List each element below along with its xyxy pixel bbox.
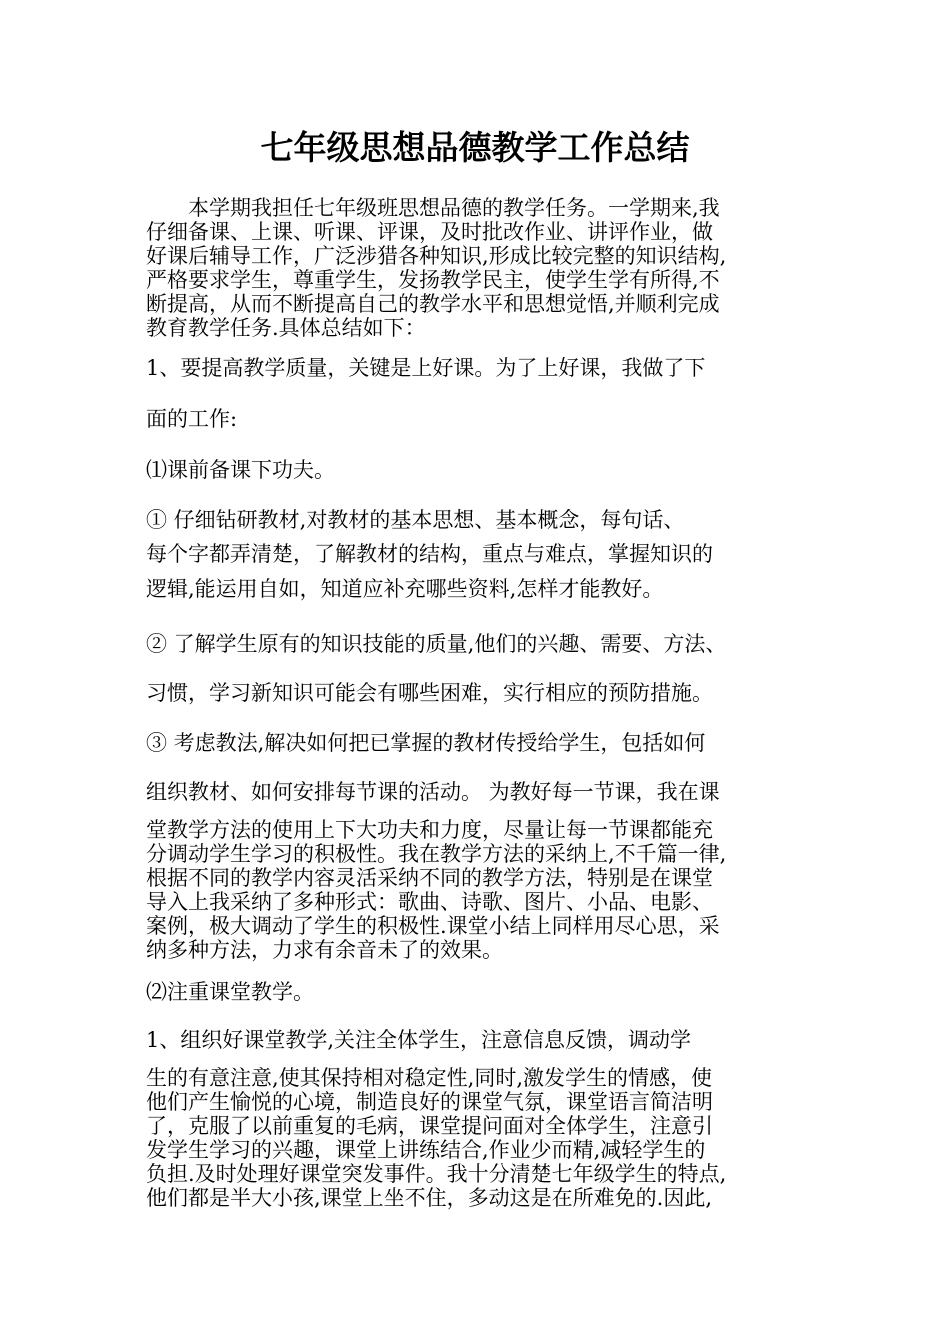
text-line: ⑴课前备课下功夫。 xyxy=(146,458,335,482)
text-line: 教育教学任务.具体总结如下： xyxy=(146,316,426,340)
text-line: 纳多种方法，力求有余音未了的效果。 xyxy=(146,938,503,962)
sub-heading-2 xyxy=(146,980,812,1004)
text-line: 导入上我采纳了多种形式：歌曲、诗歌、图片、小品、电影、 xyxy=(146,890,713,914)
text-line: 每个字都弄清楚，了解教材的结构，重点与难点，掌握知识的 xyxy=(146,542,713,566)
text-line: 本学期我担任七年级班思想品德的教学任务。一学期来,我 xyxy=(146,196,720,220)
item-3-continuation xyxy=(146,818,812,962)
text-line: 面的工作: xyxy=(146,407,238,431)
text-line: ① 仔细钻研教材,对教材的基本思想、基本概念，每句话、 xyxy=(146,508,685,532)
text-line: ③ 考虑教法,解决如何把已掌握的教材传授给学生，包括如何 xyxy=(146,731,706,755)
text-line: 他们都是半大小孩,课堂上坐不住，多动这是在所难免的.因此, xyxy=(146,1186,713,1210)
text-line: 仔细备课、上课、听课、评课，及时批改作业、讲评作业，做 xyxy=(146,220,713,244)
text-line: 他们产生愉悦的心境，制造良好的课堂气氛，课堂语言简洁明 xyxy=(146,1090,713,1114)
text-line: 根据不同的教学内容灵活采纳不同的教学方法，特别是在课堂 xyxy=(146,866,713,890)
sub-heading-1 xyxy=(146,458,812,482)
text-line: 分调动学生学习的积极性。我在教学方法的采纳上,不千篇一律, xyxy=(146,842,727,866)
document-title: 七年级思想品德教学工作总结 xyxy=(260,128,690,167)
text-line: 1、要提高教学质量，关键是上好课。为了上好课，我做了下 xyxy=(146,356,706,380)
text-line: 逻辑,能运用自如，知道应补充哪些资料,怎样才能教好。 xyxy=(146,577,664,601)
text-line: 1、组织好课堂教学,关注全体学生，注意信息反馈，调动学 xyxy=(146,1028,692,1052)
text-line: 组织教材、如何安排每节课的活动。 为教好每一节课，我在课 xyxy=(146,780,720,804)
text-line: ⑵注重课堂教学。 xyxy=(146,980,314,1004)
text-line: ② 了解学生原有的知识技能的质量,他们的兴趣、需要、方法、 xyxy=(146,632,727,656)
text-line: 负担.及时处理好课堂突发事件。我十分清楚七年级学生的特点, xyxy=(146,1162,727,1186)
point-2-first-line xyxy=(146,1028,812,1052)
text-line: 生的有意注意,使其保持相对稳定性,同时,激发学生的情感，使 xyxy=(146,1066,713,1090)
intro-paragraph xyxy=(146,196,812,340)
item-1-paragraph xyxy=(146,508,812,601)
item-2-paragraph xyxy=(146,632,812,725)
item-3-paragraph xyxy=(146,731,812,824)
text-line: 案例，极大调动了学生的积极性.课堂小结上同样用尽心思，采 xyxy=(146,914,720,938)
text-line: 好课后辅导工作，广泛涉猎各种知识,形成比较完整的知识结构, xyxy=(146,244,727,268)
text-line: 发学生学习的兴趣，课堂上讲练结合,作业少而精,减轻学生的 xyxy=(146,1138,706,1162)
text-line: 严格要求学生，尊重学生，发扬教学民主，使学生学有所得,不 xyxy=(146,268,720,292)
point-1-paragraph xyxy=(146,356,812,451)
text-line: 了，克服了以前重复的毛病，课堂提问面对全体学生，注意引 xyxy=(146,1114,713,1138)
text-line: 断提高，从而不断提高自己的教学水平和思想觉悟,并顺利完成 xyxy=(146,292,720,316)
text-line: 习惯，学习新知识可能会有哪些困难，实行相应的预防措施。 xyxy=(146,681,713,705)
text-line: 堂教学方法的使用上下大功夫和力度，尽量让每一节课都能充 xyxy=(146,818,713,842)
point-2-paragraph xyxy=(146,1066,812,1210)
